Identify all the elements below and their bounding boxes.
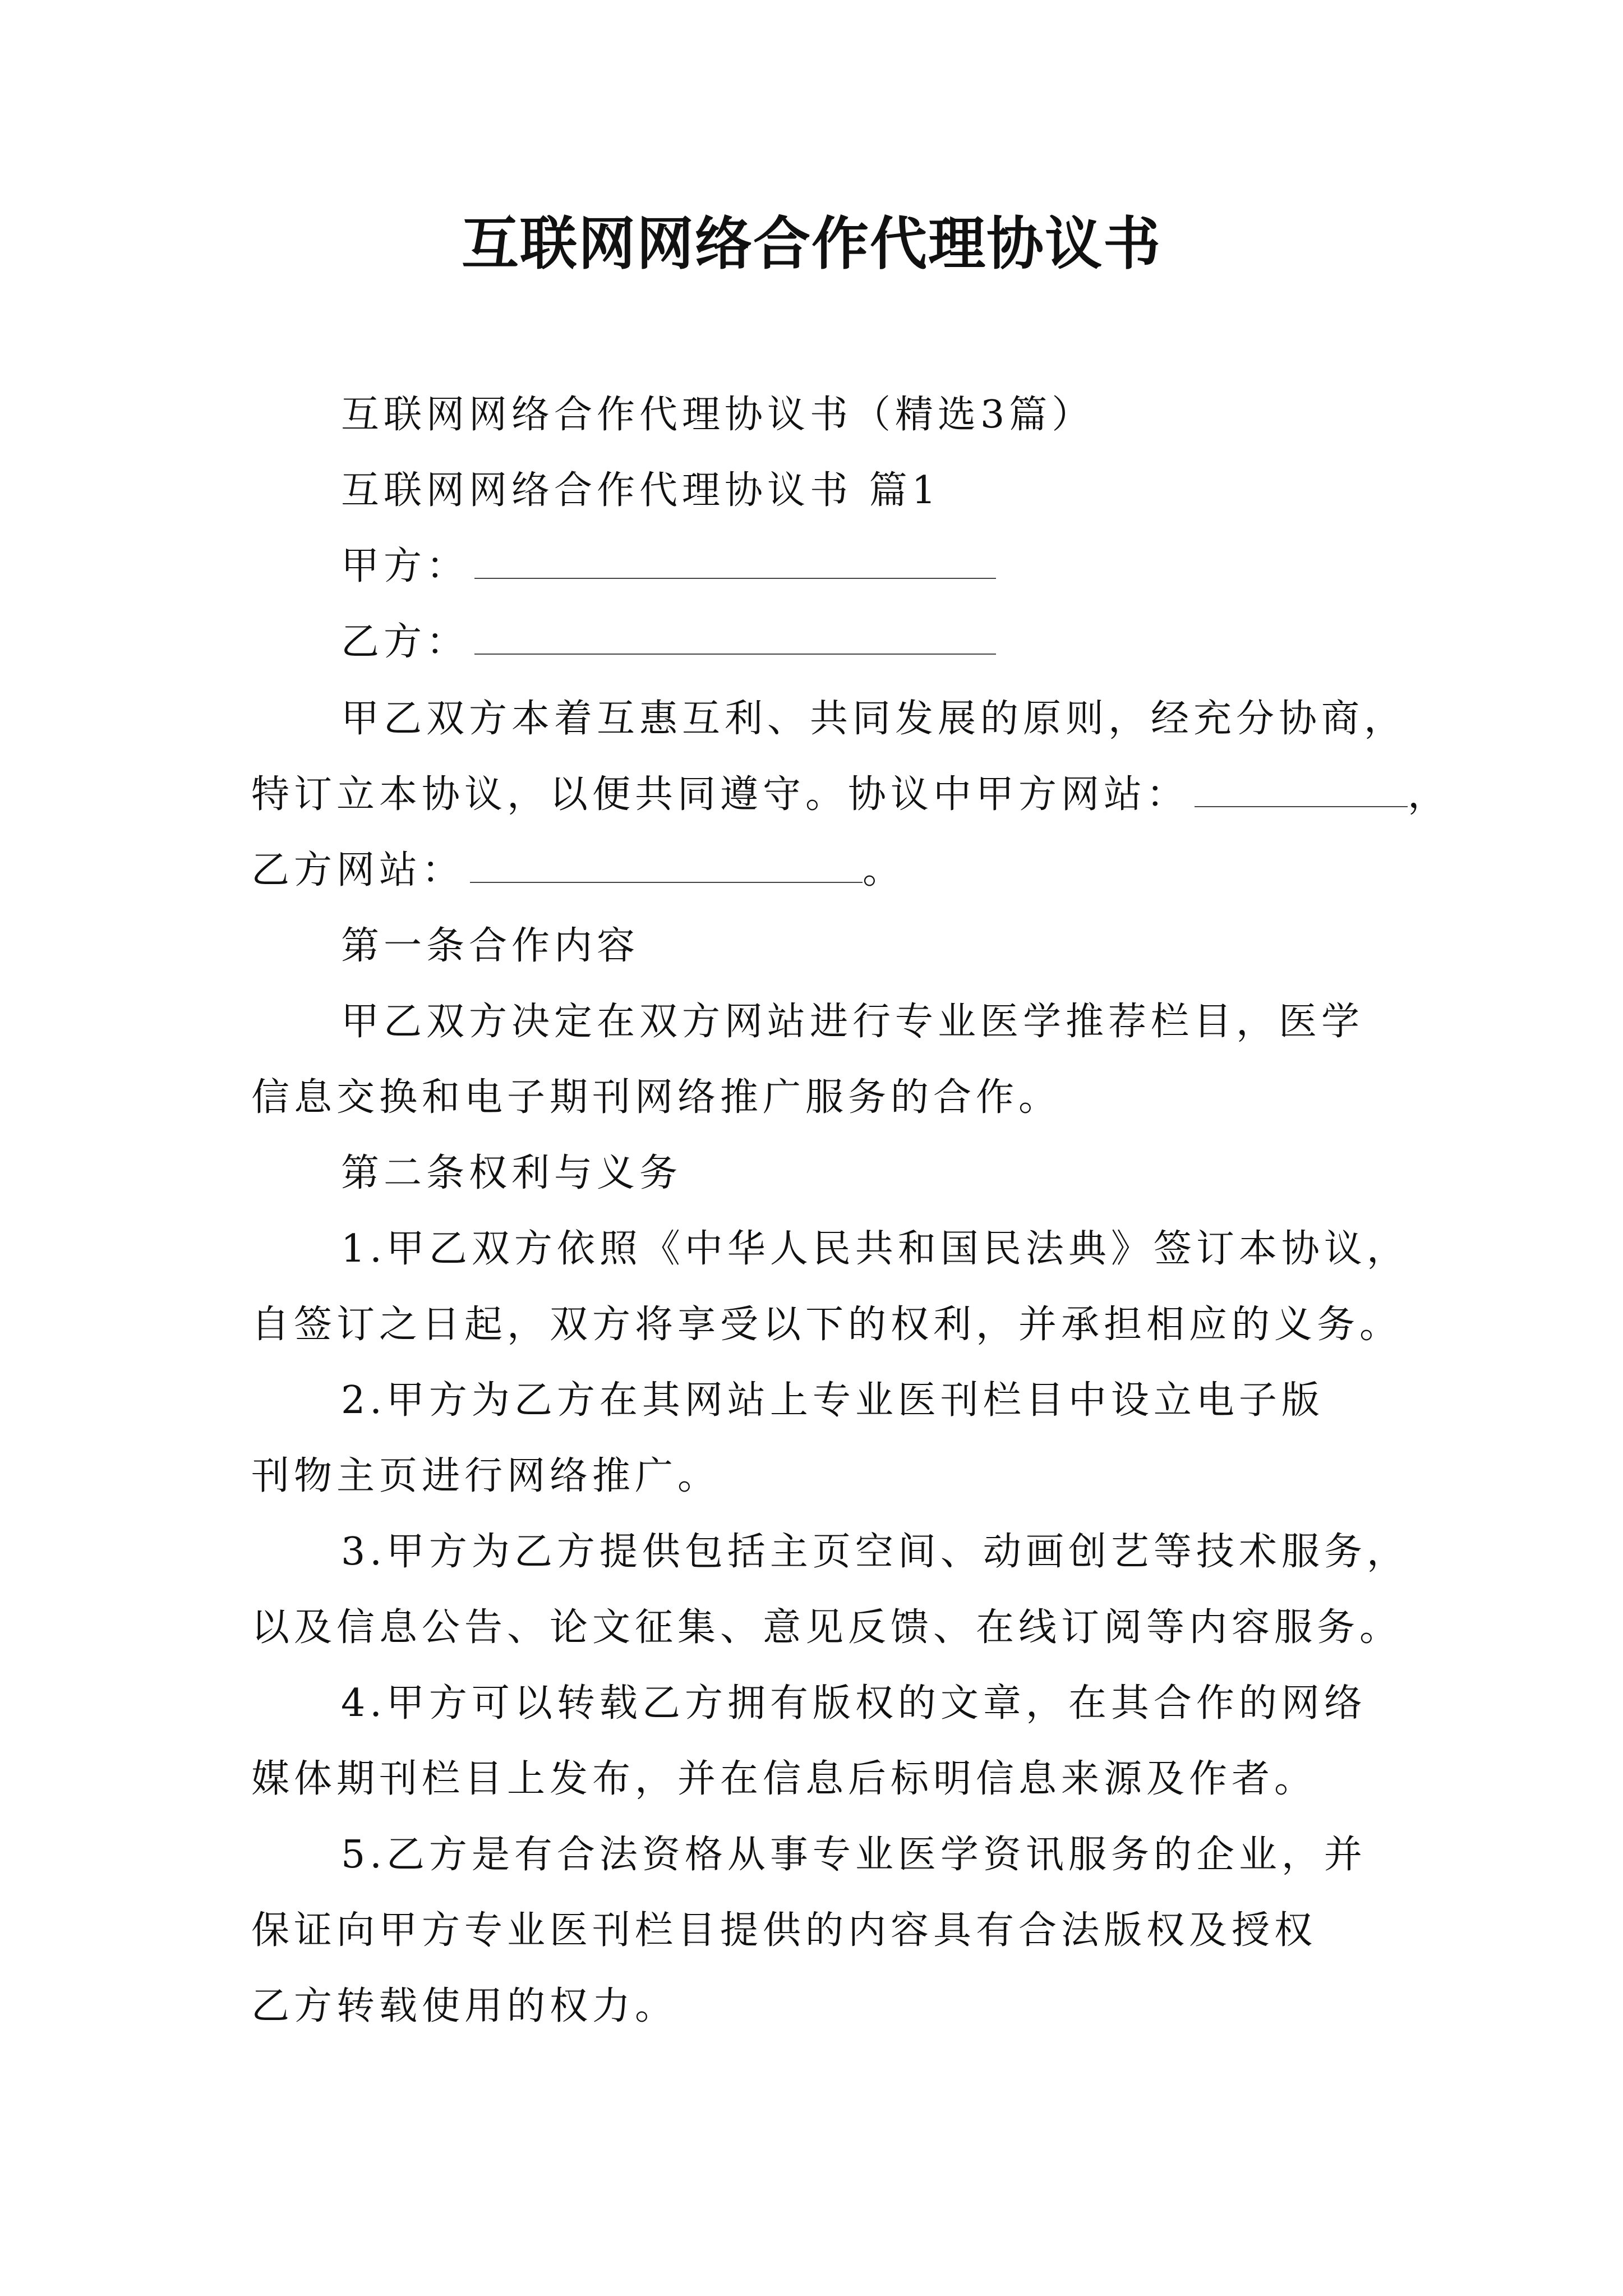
intro-line-1: 甲乙双方本着互惠互利、共同发展的原则，经充分协商， bbox=[341, 697, 1407, 741]
intro-line-2-comma: ， bbox=[1408, 772, 1451, 817]
intro-line-3-text: 乙方网站： bbox=[251, 848, 465, 892]
article-1-line-1: 甲乙双方决定在双方网站进行专业医学推荐栏目，医学 bbox=[341, 1000, 1364, 1044]
party-b-website-blank bbox=[470, 846, 863, 883]
item-1-line-1: 1.甲乙双方依照《中华人民共和国民法典》签订本协议， bbox=[341, 1227, 1409, 1271]
item-4-line-2: 媒体期刊栏目上发布，并在信息后标明信息来源及作者。 bbox=[251, 1757, 1317, 1801]
party-b-line bbox=[341, 614, 1378, 670]
party-a-line bbox=[341, 539, 1378, 595]
item-3-line-1: 3.甲方为乙方提供包括主页空间、动画创艺等技术服务， bbox=[341, 1530, 1409, 1574]
intro-line-3-period: 。 bbox=[863, 848, 906, 892]
item-2-line-1: 2.甲方为乙方在其网站上专业医刊栏目中设立电子版 bbox=[341, 1378, 1324, 1423]
item-5-line-3: 乙方转载使用的权力。 bbox=[251, 1984, 678, 2028]
article-2-title: 第二条权利与义务 bbox=[341, 1151, 683, 1195]
intro-line-2 bbox=[251, 767, 1451, 823]
article-1-title: 第一条合作内容 bbox=[341, 924, 640, 968]
document-title: 互联网网络合作代理协议书 bbox=[462, 210, 1161, 278]
party-a-blank bbox=[474, 542, 996, 579]
intro-line-2-text: 特订立本协议，以便共同遵守。协议中甲方网站： bbox=[251, 772, 1189, 817]
intro-line-3 bbox=[251, 843, 1378, 899]
party-b-label: 乙方： bbox=[341, 620, 469, 664]
collection-heading: 互联网网络合作代理协议书（精选3篇） bbox=[341, 393, 1095, 437]
item-5-line-1: 5.乙方是有合法资格从事专业医学资讯服务的企业，并 bbox=[341, 1833, 1367, 1877]
item-2-line-2: 刊物主页进行网络推广。 bbox=[251, 1454, 721, 1498]
item-5-line-2: 保证向甲方专业医刊栏目提供的内容具有合法版权及授权 bbox=[251, 1908, 1317, 1953]
item-1-line-2: 自签订之日起，双方将享受以下的权利，并承担相应的义务。 bbox=[251, 1303, 1403, 1347]
article-1-line-2: 信息交换和电子期刊网络推广服务的合作。 bbox=[251, 1075, 1062, 1120]
item-4-line-1: 4.甲方可以转载乙方拥有版权的文章，在其合作的网络 bbox=[341, 1681, 1367, 1726]
party-a-label: 甲方： bbox=[341, 544, 469, 588]
party-b-blank bbox=[474, 618, 996, 655]
party-a-website-blank bbox=[1195, 770, 1408, 807]
section-heading: 互联网网络合作代理协议书 篇1 bbox=[341, 468, 940, 513]
item-3-line-2: 以及信息公告、论文征集、意见反馈、在线订阅等内容服务。 bbox=[251, 1605, 1403, 1650]
